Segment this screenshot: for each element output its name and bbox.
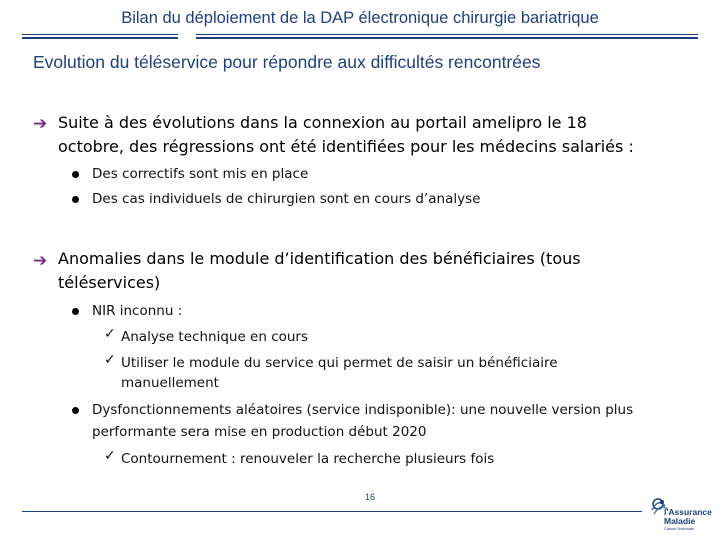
point-2-bullet-1: NIR inconnu :	[92, 303, 183, 319]
point-2-bullet-2-line-1: Dysfonctionnements aléatoires (service indisponible): une nouvelle version plus	[92, 402, 634, 418]
point-2-line-1: Anomalies dans le module d’identification des bénéficiaires (tous	[58, 249, 581, 268]
point-1-line-2: octobre, des régressions ont été identifiées pour les médecins salariés :	[58, 137, 634, 156]
point-2-bullet-2-line-2: performante sera mise en production début 2020	[92, 424, 427, 440]
slide-title: Bilan du déploiement de la DAP électronique chirurgie bariatrique	[121, 9, 599, 27]
page-number: 16	[364, 492, 375, 502]
point-1-bullet-1: Des correctifs sont mis en place	[92, 166, 309, 182]
logo-wordmark	[664, 508, 712, 532]
title-rule-notch	[178, 34, 196, 39]
footer-rule	[22, 511, 642, 512]
point-2-bullet-2-check-1: Contournement : renouveler la recherche plusieurs fois	[121, 451, 495, 467]
logo-line-1: l'Assurance	[664, 507, 712, 517]
filled-circle-bullet-icon	[72, 308, 79, 315]
title-rule-thick	[22, 37, 698, 39]
point-1-bullet-2: Des cas individuels de chirurgien sont en cours d’analyse	[92, 191, 481, 207]
right-arrow-icon: ➔	[33, 251, 48, 271]
filled-circle-bullet-icon	[72, 196, 79, 203]
right-arrow-icon: ➔	[33, 114, 48, 134]
filled-circle-bullet-icon	[72, 407, 79, 414]
checkmark-icon: ✓	[104, 448, 116, 464]
point-2-line-2: téléservices)	[58, 273, 161, 292]
checkmark-icon: ✓	[104, 326, 116, 342]
point-2-bullet-1-check-2: Utiliser le module du service qui permet de saisir un bénéficiaire	[121, 355, 558, 371]
filled-circle-bullet-icon	[72, 171, 79, 178]
point-1-line-1: Suite à des évolutions dans la connexion au portail amelipro le 18	[58, 113, 587, 132]
point-2-bullet-1-check-2-cont: manuellement	[121, 375, 219, 391]
slide-subtitle: Evolution du téléservice pour répondre aux difficultés rencontrées	[33, 52, 541, 72]
point-2-bullet-1-check-1: Analyse technique en cours	[121, 329, 309, 345]
logo-line-2: Maladie	[664, 516, 696, 526]
title-rule-thin	[22, 34, 698, 35]
checkmark-icon: ✓	[104, 352, 116, 368]
logo-line-3: Caisse Nationale	[664, 526, 695, 531]
